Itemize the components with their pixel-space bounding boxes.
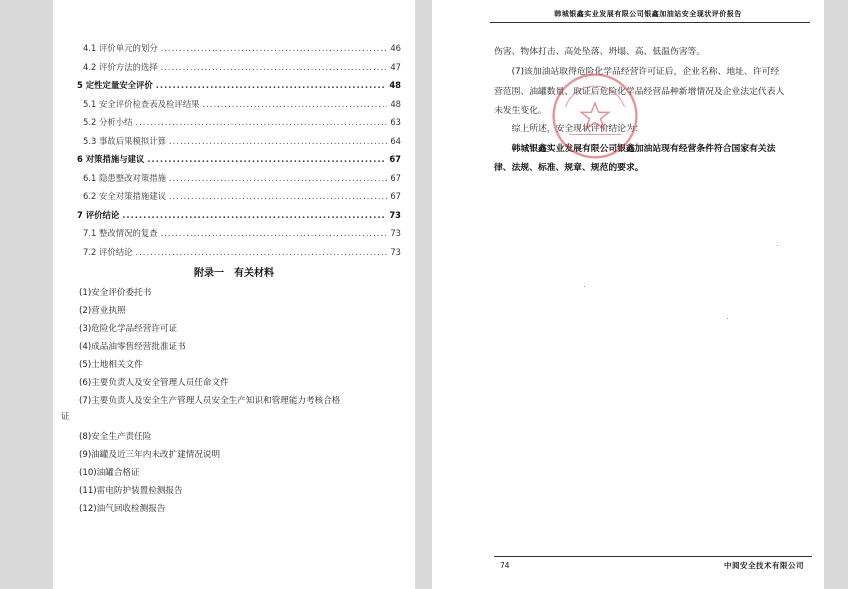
toc-leader-dots bbox=[122, 210, 386, 220]
toc-entry[interactable] bbox=[83, 42, 401, 54]
toc-leader-dots bbox=[156, 80, 387, 90]
toc-leader-dots bbox=[161, 43, 388, 53]
appendix-item: (3)危险化学品经营许可证 bbox=[79, 324, 178, 334]
toc-entry-page: 63 bbox=[390, 117, 401, 127]
toc-entry[interactable] bbox=[83, 116, 401, 128]
appendix-title: 附录一 有关材料 bbox=[194, 268, 274, 279]
toc-leader-dots bbox=[135, 247, 387, 257]
appendix-item: (8)安全生产责任险 bbox=[79, 432, 152, 442]
toc-entry-page: 47 bbox=[390, 62, 401, 72]
toc-entry[interactable] bbox=[83, 135, 401, 147]
toc-entry-page: 67 bbox=[389, 154, 401, 164]
body-line: 未发生变化。 bbox=[494, 106, 547, 116]
toc-leader-dots bbox=[161, 228, 388, 238]
toc-entry-label: 7.2 评价结论 bbox=[83, 247, 133, 257]
appendix-item: (12)油气回收检测报告 bbox=[79, 504, 166, 514]
appendix-item: (4)成品油零售经营批准证书 bbox=[79, 342, 186, 352]
body-line: 营范围、油罐数量、取证后危险化学品经营品种新增情况及企业法定代表人 bbox=[494, 87, 785, 97]
toc-entry-page: 73 bbox=[390, 228, 401, 238]
right-page bbox=[432, 0, 824, 589]
conclusion-line: 韩城银鑫实业发展有限公司银鑫加油站现有经营条件符合国家有关法 bbox=[494, 144, 776, 154]
conclusion-line: 律、法规、标准、规章、规范的要求。 bbox=[494, 163, 644, 173]
running-header: 韩城银鑫实业发展有限公司银鑫加油站安全现状评价报告 bbox=[554, 9, 742, 18]
toc-leader-dots bbox=[147, 154, 386, 164]
page-number: 74 bbox=[500, 561, 510, 570]
toc-entry[interactable] bbox=[77, 209, 401, 221]
left-page bbox=[53, 0, 415, 589]
toc-leader-dots bbox=[169, 191, 387, 201]
toc-entry-page: 48 bbox=[389, 80, 401, 90]
footer-rule bbox=[494, 556, 812, 557]
toc-entry-page: 48 bbox=[390, 99, 401, 109]
appendix-item: (10)油罐合格证 bbox=[79, 468, 140, 478]
toc-leader-dots bbox=[169, 173, 387, 183]
toc-entry[interactable] bbox=[83, 61, 401, 73]
header-rule bbox=[490, 22, 810, 23]
toc-entry-page: 67 bbox=[390, 191, 401, 201]
body-line: 伤害、物体打击、高处坠落、坍塌、高、低温伤害等。 bbox=[494, 47, 706, 57]
toc-leader-dots bbox=[135, 117, 387, 127]
toc-entry-label: 6.1 隐患整改对策措施 bbox=[83, 173, 166, 183]
scan-speck bbox=[777, 245, 778, 246]
appendix-item: (9)油罐及近三年内未改扩建情况说明 bbox=[79, 450, 221, 460]
toc-leader-dots bbox=[169, 136, 387, 146]
toc-entry[interactable] bbox=[83, 246, 401, 258]
body-line: 综上所述，安全现状评价结论为： bbox=[494, 124, 644, 134]
toc-entry[interactable] bbox=[77, 153, 401, 165]
toc-entry-label: 6.2 安全对策措施建议 bbox=[83, 191, 166, 201]
toc-entry-label: 5 定性定量安全评价 bbox=[77, 80, 153, 90]
toc-entry-page: 73 bbox=[390, 247, 401, 257]
scan-speck bbox=[584, 286, 585, 287]
footer-company: 中阅安全技术有限公司 bbox=[724, 561, 804, 570]
toc-entry-label: 6 对策措施与建议 bbox=[77, 154, 145, 164]
toc-entry-page: 64 bbox=[390, 136, 401, 146]
toc-entry-page: 46 bbox=[390, 43, 401, 53]
appendix-item: (11)雷电防护装置检测报告 bbox=[79, 486, 183, 496]
toc-leader-dots bbox=[161, 62, 388, 72]
appendix-item: (6)主要负责人及安全管理人员任命文件 bbox=[79, 378, 229, 388]
toc-entry-label: 5.2 分析小结 bbox=[83, 117, 133, 127]
toc-leader-dots bbox=[202, 99, 387, 109]
toc-entry-label: 5.3 事故后果模拟计算 bbox=[83, 136, 166, 146]
toc-entry-page: 73 bbox=[389, 210, 401, 220]
appendix-item: (1)安全评价委托书 bbox=[79, 288, 152, 298]
appendix-item: (7)主要负责人及安全生产管理人员安全生产知识和管理能力考核合格 bbox=[79, 396, 341, 406]
toc-entry-label: 4.1 评价单元的划分 bbox=[83, 43, 158, 53]
toc-entry[interactable] bbox=[83, 98, 401, 110]
toc-entry-page: 67 bbox=[390, 173, 401, 183]
body-line: (7)该加油站取得危险化学品经营许可证后，企业名称、地址、许可经 bbox=[494, 67, 780, 77]
appendix-item-wrap: 证 bbox=[61, 412, 70, 422]
scan-speck bbox=[727, 318, 728, 319]
toc-entry-label: 5.1 安全评价检查表及检评结果 bbox=[83, 99, 200, 109]
toc-entry-label: 7 评价结论 bbox=[77, 210, 120, 220]
appendix-item: (2)营业执照 bbox=[79, 306, 126, 316]
toc-entry-label: 7.1 整改情况的复查 bbox=[83, 228, 158, 238]
toc-entry[interactable] bbox=[83, 172, 401, 184]
toc-entry[interactable] bbox=[83, 190, 401, 202]
toc-entry[interactable] bbox=[77, 79, 401, 91]
toc-entry-label: 4.2 评价方法的选择 bbox=[83, 62, 158, 72]
appendix-item: (5)土地相关文件 bbox=[79, 360, 143, 370]
toc-entry[interactable] bbox=[83, 227, 401, 239]
